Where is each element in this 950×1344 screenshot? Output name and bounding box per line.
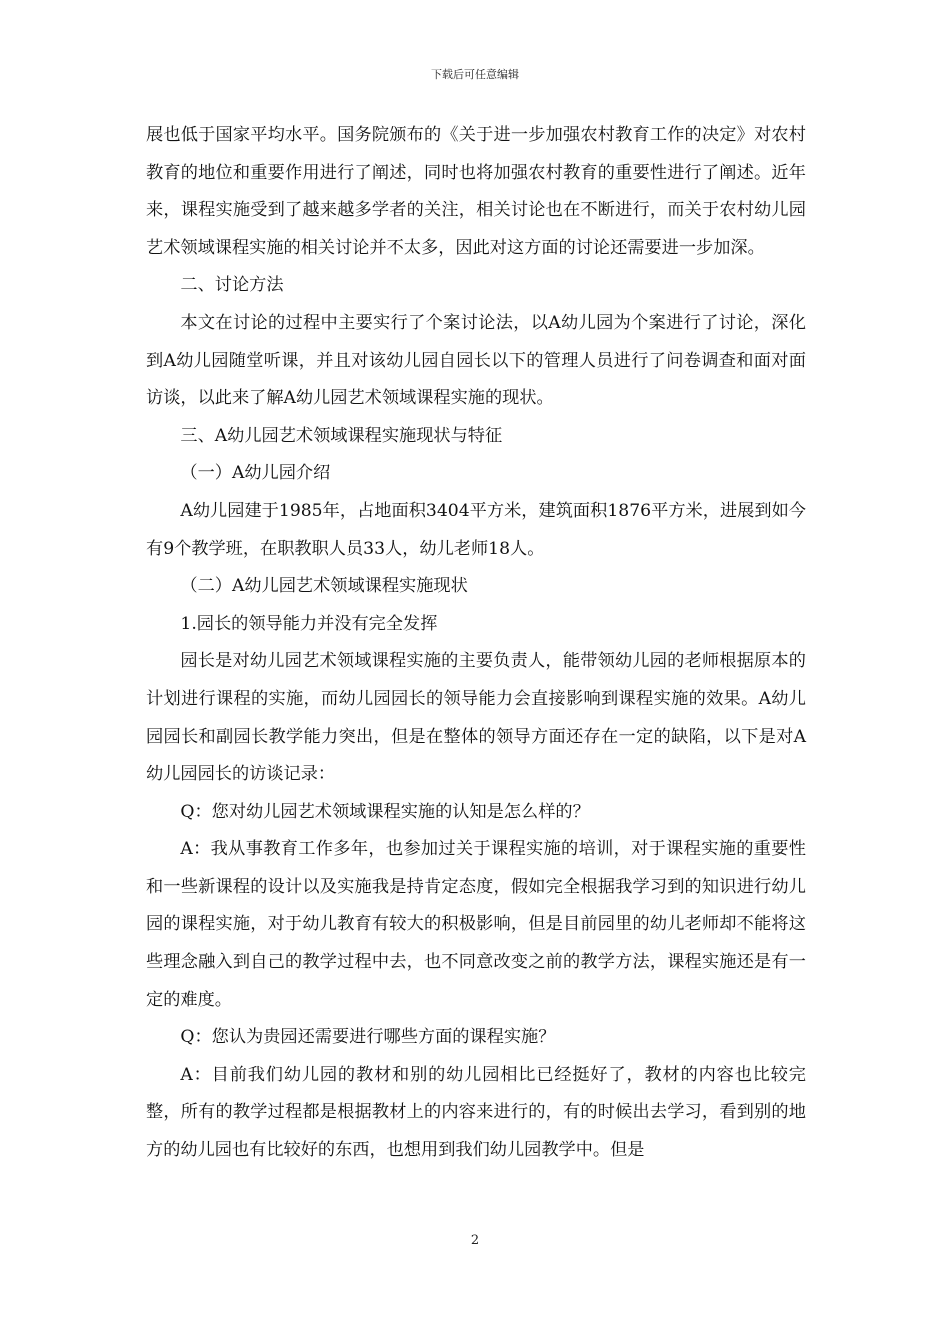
section-heading-methods: 二、讨论方法: [180, 275, 284, 296]
interview-question-2: Q：您认为贵园还需要进行哪些方面的课程实施？: [180, 1027, 556, 1048]
section-heading-status: 三、A幼儿园艺术领域课程实施现状与特征: [180, 425, 503, 446]
page-number: 2: [470, 1233, 480, 1248]
interview-answer-1: A：我从事教育工作多年，也参加过关于课程实施的培训，对于课程实施的重要性和一些新课程的设计以及实施我是持肯定态度，假如完全根据我学习到的知识进行幼儿园的课程实施，对于幼儿教育有较大的积极影响，但是目前园里的幼儿老师却不能将这些理念融入到自己的教学过程中去，也不同意改变之前的教学方法，课程实施还是有一定的难度。: [146, 839, 806, 1010]
page-header: 下载后可任意编辑: [431, 68, 519, 81]
paragraph-methods: 本文在讨论的过程中主要实行了个案讨论法，以A幼儿园为个案进行了讨论，深化到A幼儿园随堂听课，并且对该幼儿园自园长以下的管理人员进行了问卷调查和面对面访谈，以此来了解A幼儿园艺术领域课程实施的现状。: [146, 312, 806, 409]
paragraph-intro: A幼儿园建于1985年，占地面积3404平方米，建筑面积1876平方米，进展到如今有9个教学班，在职教职人员33人，幼儿老师18人。: [146, 500, 806, 559]
paragraph-continuation: 展也低于国家平均水平。国务院颁布的《关于进一步加强农村教育工作的决定》对农村教育的地位和重要作用进行了阐述，同时也将加强农村教育的重要性进行了阐述。近年来，课程实施受到了越来越多学者的关注，相关讨论也在不断进行，而关于农村幼儿园艺术领域课程实施的相关讨论并不太多，因此对这方面的讨论还需要进一步加深。: [146, 125, 806, 258]
subsection-heading-intro: （一）A幼儿园介绍: [180, 463, 331, 484]
interview-question-1: Q：您对幼儿园艺术领域课程实施的认知是怎么样的？: [180, 801, 590, 822]
item-heading-leadership: 1.园长的领导能力并没有完全发挥: [180, 613, 438, 634]
paragraph-leadership: 园长是对幼儿园艺术领域课程实施的主要负责人，能带领幼儿园的老师根据原本的计划进行课程的实施，而幼儿园园长的领导能力会直接影响到课程实施的效果。A幼儿园园长和副园长教学能力突出，但是在整体的领导方面还存在一定的缺陷，以下是对A幼儿园园长的访谈记录：: [146, 651, 806, 785]
interview-answer-2: A：目前我们幼儿园的教材和别的幼儿园相比已经挺好了，教材的内容也比较完整，所有的教学过程都是根据教材上的内容来进行的，有的时候出去学习，看到别的地方的幼儿园也有比较好的东西，也想用到我们幼儿园教学中。但是: [146, 1064, 806, 1161]
document-body: [146, 117, 806, 1170]
subsection-heading-current-status: （二）A幼儿园艺术领域课程实施现状: [180, 576, 468, 597]
